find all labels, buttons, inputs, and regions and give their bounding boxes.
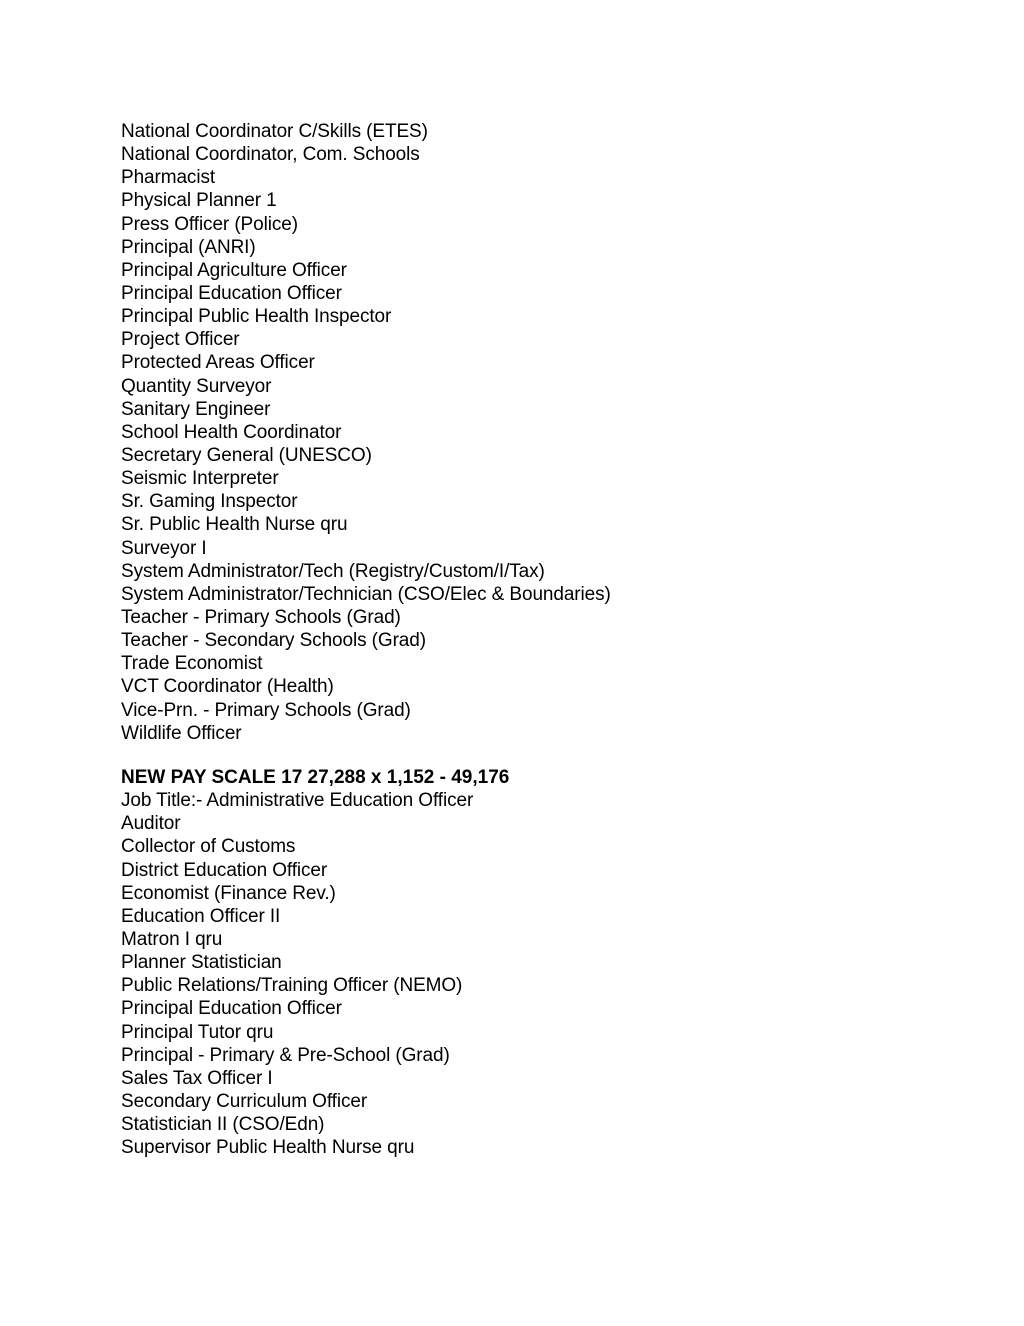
job-title-item: Public Relations/Training Officer (NEMO) bbox=[121, 975, 463, 997]
job-title-item: Principal Public Health Inspector bbox=[121, 306, 392, 328]
job-title-item: Sr. Public Health Nurse qru bbox=[121, 514, 348, 536]
job-title-item: System Administrator/Tech (Registry/Custom/I/Tax) bbox=[121, 560, 545, 582]
job-title-item: Education Officer II bbox=[121, 905, 281, 927]
job-title-item: Trade Economist bbox=[121, 653, 263, 675]
job-title-item: Sales Tax Officer I bbox=[121, 1067, 273, 1089]
job-title-item: School Health Coordinator bbox=[121, 421, 342, 443]
job-title-item: Collector of Customs bbox=[121, 836, 296, 858]
job-title-item: VCT Coordinator (Health) bbox=[121, 676, 334, 698]
job-title-item: National Coordinator C/Skills (ETES) bbox=[121, 121, 428, 142]
job-title-item: Principal Agriculture Officer bbox=[121, 259, 347, 281]
job-title-item: System Administrator/Technician (CSO/Elec & Boundaries) bbox=[121, 583, 611, 605]
job-title-item: Pharmacist bbox=[121, 167, 216, 189]
job-title-item: Vice-Prn. - Primary Schools (Grad) bbox=[121, 699, 411, 721]
job-title-item: Planner Statistician bbox=[121, 952, 282, 974]
job-title-item: Protected Areas Officer bbox=[121, 352, 315, 374]
job-title-item: Secretary General (UNESCO) bbox=[121, 444, 372, 466]
job-title-item: Teacher - Primary Schools (Grad) bbox=[121, 606, 401, 628]
pay-scale-heading: NEW PAY SCALE 17 27,288 x 1,152 - 49,176 bbox=[121, 767, 510, 788]
job-title-item: Teacher - Secondary Schools (Grad) bbox=[121, 630, 426, 652]
job-title-item: Principal - Primary & Pre-School (Grad) bbox=[121, 1044, 450, 1066]
job-title-item: Project Officer bbox=[121, 329, 240, 351]
job-title-item: Surveyor I bbox=[121, 537, 207, 559]
job-title-item: Supervisor Public Health Nurse qru bbox=[121, 1137, 415, 1159]
job-title-item: Sanitary Engineer bbox=[121, 398, 271, 420]
job-title-item: Matron I qru bbox=[121, 928, 223, 950]
job-title-item: District Education Officer bbox=[121, 859, 328, 881]
job-title-item: Principal Tutor qru bbox=[121, 1021, 274, 1043]
job-title-item: National Coordinator, Com. Schools bbox=[121, 144, 420, 166]
job-title-item: Press Officer (Police) bbox=[121, 213, 298, 235]
job-title-item: Auditor bbox=[121, 813, 181, 835]
job-title-item: Physical Planner 1 bbox=[121, 190, 277, 212]
job-title-item: Sr. Gaming Inspector bbox=[121, 491, 298, 513]
job-title-item: Secondary Curriculum Officer bbox=[121, 1090, 368, 1112]
job-title-item: Statistician II (CSO/Edn) bbox=[121, 1114, 325, 1136]
job-title-item: Wildlife Officer bbox=[121, 722, 242, 744]
job-title-item: Job Title:- Administrative Education Officer bbox=[121, 790, 474, 812]
job-title-item: Principal Education Officer bbox=[121, 282, 342, 304]
job-title-item: Economist (Finance Rev.) bbox=[121, 882, 336, 904]
pay-scale-17-section bbox=[121, 766, 981, 1159]
job-title-item: Seismic Interpreter bbox=[121, 468, 279, 490]
job-title-item: Principal (ANRI) bbox=[121, 236, 256, 258]
job-title-item: Principal Education Officer bbox=[121, 998, 342, 1020]
job-title-item: Quantity Surveyor bbox=[121, 375, 272, 397]
job-title-list-continued bbox=[121, 120, 981, 745]
